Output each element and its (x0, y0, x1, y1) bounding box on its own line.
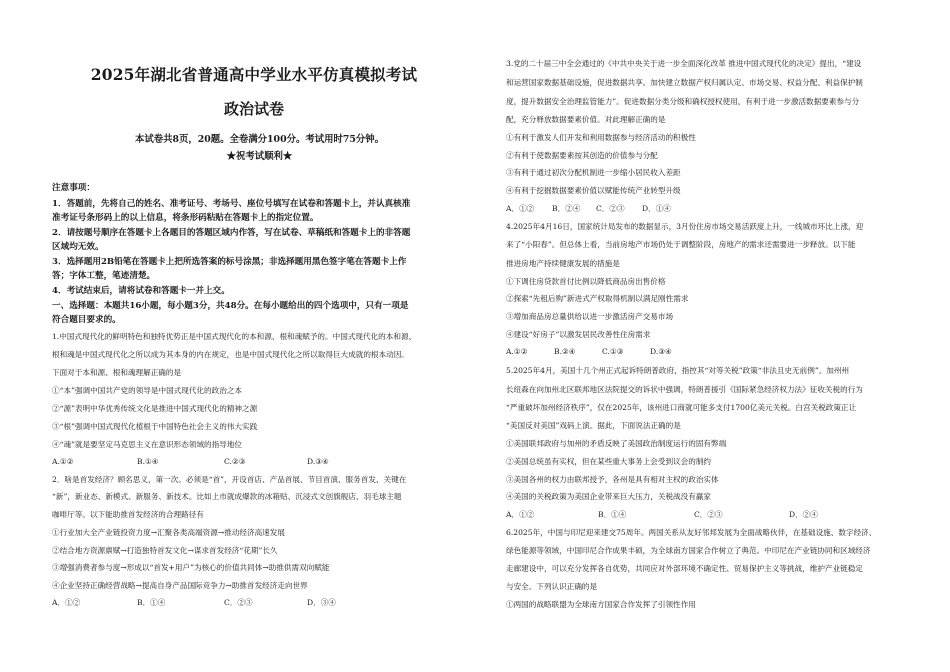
q4-option-2: ②探索“先租后购”新进式产权取得机制以满足刚性需求 (506, 294, 689, 303)
q1-choice-b: B.①④ (137, 457, 159, 466)
q2-option-1: ①行业加大全产业链投资力度→汇聚各类高端资源→推动经济高速发展 (52, 528, 285, 537)
q3-choices (506, 204, 671, 214)
q2-option-3: ③增强消费者参与度→形成以“首发+用户”为核心的价值共同体→助推供需双向赋能 (52, 563, 330, 572)
q3-choice-c: C．②③ (596, 204, 625, 213)
q6-stem-line-1: 6.2025年，中国与印尼迎来建交75周年。两国关系从友好邻邦发展为全面战略伙伴，在基础设施、数字经济、 (506, 528, 877, 537)
note-3-line-2: 答；字体工整，笔迹清楚。 (52, 271, 156, 281)
q1-option-1: ①“本”强调中国共产党的领导是中国式现代化的政治之本 (52, 386, 243, 395)
q5-choice-b: B．①④ (598, 510, 627, 519)
q1-stem-line-3: 下面对于本和源、根和魂理解正确的是 (52, 368, 182, 377)
q2-choice-c: C．②③ (224, 598, 253, 607)
exam-wish: ★祝考试顺利★ (226, 151, 293, 162)
q6-stem-line-4: 与安全。下列认识正确的是 (506, 582, 598, 591)
q2-choice-b: B．①④ (137, 598, 166, 607)
q5-option-2: ②美国总统虽有实权，但在某些重大事务上会受到议会的制约 (506, 457, 712, 466)
q5-stem-line-4: “美国反对美国”戏码上演。据此，下面说法正确的是 (506, 421, 681, 430)
q2-stem-line-1: 2．啥是首发经济？顾名思义，第一次。必须是“首”，开设首店、产品首展、节目首演、服务首发、关键在 (52, 475, 407, 484)
q1-option-4: ④“魂”就是要坚定马克思主义在意识形态领域的指导地位 (52, 440, 243, 449)
q3-stem-line-2: 和运营国家数据基础设施，促进数据共享。加快建立数据产权归属认定、市场交易、权益分配、利益保护制 (506, 78, 863, 87)
note-3-line-1: 3．选择题用2B铅笔在答题卡上把所选答案的标号涂黑；非选择题用黑色签字笔在答题卡上作 (52, 257, 407, 267)
q5-option-1: ①美国联邦政府与加州的矛盾反映了美国政治制度运行的固有弊端 (506, 439, 727, 448)
q3-stem-line-3: 度，提升数据安全治理监管能力”。促进数据分类分级和确权授权使用，有利于进一步激活数据要素参与分 (506, 97, 860, 106)
q3-option-2: ②有利于使数据要素按其创造的价值参与分配 (506, 151, 658, 160)
q5-choice-c: C．②③ (694, 510, 723, 519)
note-1-line-1: 1．答题前，先将自己的姓名、准考证号、考场号、座位号填写在试卷和答题卡上，并认真核准 (52, 199, 411, 209)
q2-choices (52, 598, 336, 608)
q6-stem-line-2: 绿色能源等领域，中国印尼合作成果丰硕，为全球南方国家合作树立了典范。中印尼在产业链协同和区域经济 (506, 546, 871, 555)
q1-choice-a: A.①② (52, 457, 74, 466)
q1-stem-line-2: 根和魂是中国式现代化之所以成为其本身的内在规定，也是中国式现代化之所以取得巨大成就的根本动因。 (52, 350, 409, 359)
q3-stem-line-4: 配，充分释放数据要素价值。对此理解正确的是 (506, 115, 666, 124)
note-2-line-2: 区域均无效。 (52, 242, 104, 252)
q5-option-3: ③美国各州的权力由联邦授予，各州是具有相对主权的政治实体 (506, 475, 719, 484)
q4-stem-line-2: 来了“小阳春”。但总体上看，当前房地产市场仍处于调整阶段，房地产的需求还需要进一步释放。以下能 (506, 240, 856, 249)
q5-choice-a: A．①② (506, 510, 535, 519)
q3-stem-line-1: 3.党的二十届三中全会通过的《中共中央关于进一步全面深化改革 推进中国式现代化的决定》提出，“建设 (506, 59, 862, 68)
note-4: 4．考试结束后，请将试卷和答题卡一并上交。 (52, 286, 230, 296)
q4-choice-b: B.②④ (554, 347, 576, 356)
q5-stem-line-1: 5.2025年4月，美国十几个州正式起诉特朗普政府，指控其“对等关税”政策“非法且史无前例”。加州州 (506, 366, 850, 375)
q3-option-3: ③有利于通过初次分配机制进一步缩小居民收入差距 (506, 168, 681, 177)
note-1-line-2: 准考证号条形码上的以上信息，将条形码粘贴在答题卡上的指定位置。 (52, 213, 319, 223)
q5-choice-d: D．②④ (789, 510, 818, 519)
note-2-line-1: 2．请按题号顺序在答题卡上各题目的答题区域内作答，写在试卷、草稿纸和答题卡上的非答题 (52, 228, 411, 238)
q2-choice-d: D．③④ (307, 598, 336, 607)
section-1-line-2: 符合题目要求的。 (52, 315, 121, 325)
section-1-line-1: 一、选择题：本题共16小题，每小题3分，共48分。在每小题给出的四个选项中，只有一项是 (52, 301, 409, 311)
q1-option-3: ③“根”强调中国式现代化植根于中国特色社会主义的伟大实践 (52, 422, 258, 431)
q4-stem-line-3: 推进房地产持续健康发展的措施是 (506, 259, 620, 268)
q4-option-1: ①下调住房贷款首付比例以降低商品房出售价格 (506, 277, 666, 286)
q5-stem-line-2: 长纽森在向加州北区联邦地区法院提交的诉状中强调，特朗普援引《国际紧急经济权力法》征收关税的行为 (506, 385, 863, 394)
q4-stem-line-1: 4.2025年4月16日，国家统计局发布的数据显示，3月份住房市场交易活跃度上升，一线城市环比上涨，迎 (506, 222, 864, 231)
q3-choice-b: B．②④ (552, 204, 581, 213)
q1-option-2: ②“源”表明中华优秀传统文化是推进中国式现代化的精神之源 (52, 404, 258, 413)
q5-option-4: ④美国的关税政策为美国企业带来巨大压力，关税战没有赢家 (506, 492, 712, 501)
q2-choice-a: A．①② (52, 598, 81, 607)
q5-choices (506, 510, 818, 520)
q2-option-2: ②结合地方资源禀赋→打造独特首发文化→谋求首发经济“花期”长久 (52, 546, 278, 555)
q6-option-1: ①两国的战略联盟为全球南方国家合作发挥了引领性作用 (506, 600, 696, 609)
q4-option-3: ③增加商品房总量供给以进一步激活房产交易市场 (506, 312, 674, 321)
q3-option-4: ④有利于挖掘数据要素价值以赋能传统产业转型升级 (506, 186, 681, 195)
exam-subtitle: 政治试卷 (223, 100, 284, 118)
q4-option-4: ④建设“好房子”以激发居民改善性住房需求 (506, 330, 651, 339)
q1-choices (52, 457, 329, 467)
q3-choice-a: A．①② (506, 204, 535, 213)
exam-info: 本试卷共8页，20题。全卷满分100分。考试用时75分钟。 (134, 134, 385, 145)
q6-stem-line-3: 走廊建设中，可以充分发挥各自优势，共同应对外部环境不确定性、贸易保护主义等挑战，维护产业链稳定 (506, 564, 863, 573)
q3-choice-d: D．①④ (642, 204, 671, 213)
q5-stem-line-3: “严重破坏加州经济秩序”，仅在2025年，该州进口商就可能多支付1700亿美元关税。白宫关税政策正让 (506, 403, 857, 412)
q2-option-4: ④企业坚持正确经营战略→提高自身产品国际竞争力→助推首发经济走向世界 (52, 581, 308, 590)
q2-stem-line-3: 咖啡厅等。以下能助推首发经济的合理路径有 (52, 510, 204, 519)
q3-option-1: ①有利于激发人们开发和利用数据参与经济活动的积极性 (506, 133, 696, 142)
q4-choices (506, 347, 672, 357)
q4-choice-c: C.①③ (602, 347, 624, 356)
q4-choice-a: A.①② (506, 347, 528, 356)
q2-stem-line-2: “新”，新业态、新模式、新服务、新技术。比如上市就成爆款的冰箱贴、沉浸式文创旗舰店、羽毛球主题 (52, 492, 402, 501)
exam-title: 2025年湖北省普通高中学业水平仿真模拟考试 (90, 65, 418, 84)
q1-stem-line-1: 1.中国式现代化的鲜明特色和独特优势正是中国式现代化的本和源、根和魂赋予的。中国式现代化的本和源、 (52, 332, 417, 341)
q4-choice-d: D.③④ (650, 347, 672, 356)
q1-choice-c: C.②③ (224, 457, 246, 466)
notes-heading: 注意事项： (52, 183, 95, 193)
q1-choice-d: D.③④ (307, 457, 329, 466)
